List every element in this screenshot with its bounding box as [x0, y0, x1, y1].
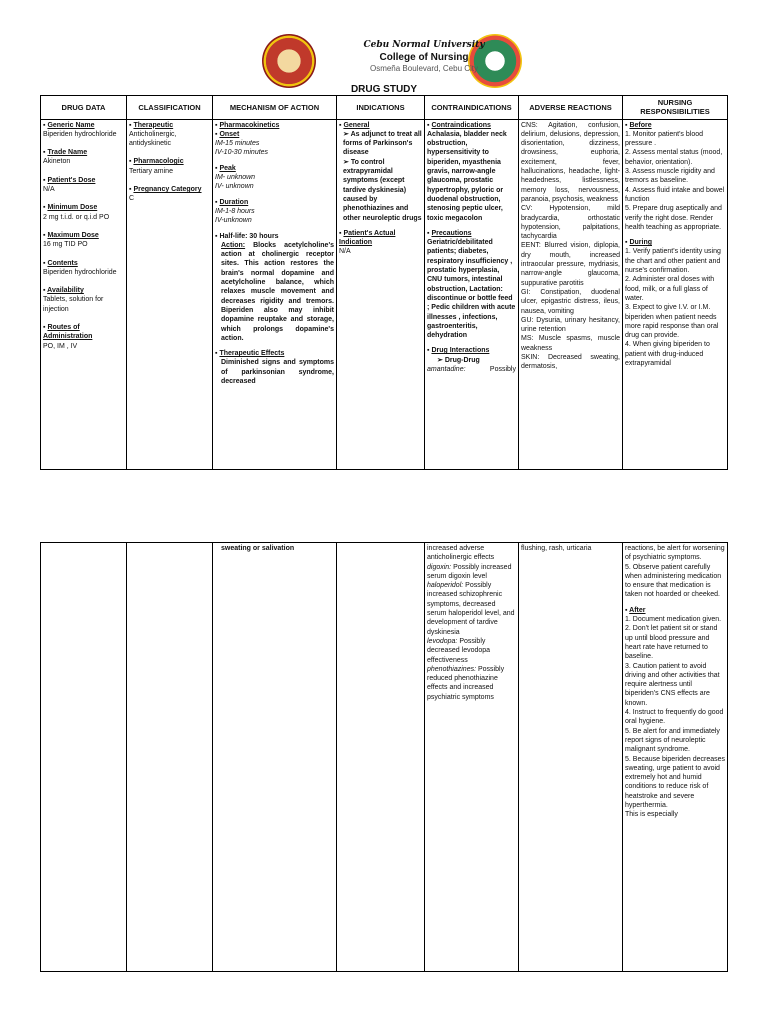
- indication-item: ➢ To control extrapyramidal symptoms (except tardive dyskinesia) caused by phenothiazines and other neuroleptic drugs: [343, 158, 422, 222]
- duration-value: IV-unknown: [215, 217, 252, 225]
- college-name: College of Nursing: [379, 52, 469, 63]
- school-address: Osmeña Boulevard, Cebu City: [369, 64, 479, 73]
- nursing-step: 5. Prepare drug aseptically and verify the right dose. Render health teaching as appropriate.: [625, 205, 722, 231]
- classification-label: ▪ Therapeutic: [129, 121, 174, 129]
- drug-data-label: ▪ Trade Name: [43, 149, 88, 157]
- during-heading: ▪ During: [625, 239, 652, 247]
- drug-interaction: [427, 563, 516, 582]
- drug-data-label-text: Maximum Dose: [47, 231, 99, 239]
- reaction-text: Constipation, duodenal ulcer, epigastric distress, ileus, nausea, vomiting: [521, 288, 620, 315]
- adverse-reaction-entry: [521, 241, 620, 287]
- nursing-step: 4. When giving biperiden to patient with drug-induced extrapyramidal: [625, 341, 710, 368]
- nursing-step: 5. Observe patient carefully when administering medication to ensure that medication is taken not hoarded or cheeked.: [625, 563, 722, 599]
- classification-label-text: Pharmacologic: [133, 158, 184, 166]
- drug-study-table-page1: [40, 95, 728, 470]
- interaction-effect: Possibly increased serum digoxin level: [427, 563, 512, 580]
- column-header-mechanism: MECHANISM OF ACTION: [213, 96, 337, 120]
- drug-data-label: ▪ Availability: [43, 287, 84, 295]
- interaction-effect: Possibly reduced phenothiazine effects and increased psychiatric symptoms: [427, 665, 505, 701]
- adverse-reaction-entry: [521, 121, 620, 205]
- peak-value: IM- unknown: [215, 174, 256, 182]
- interaction-drug: digoxin:: [427, 563, 452, 571]
- general-heading: ▪ General: [339, 121, 370, 129]
- nursing-step: 2. Assess mental status (mood, behavior, orientation).: [625, 149, 723, 166]
- nursing-step: 2. Don't let patient sit or stand up until blood pressure and heart rate have returned to baseline.: [625, 625, 718, 661]
- drug-data-label: ▪ Generic Name: [43, 121, 95, 129]
- drug-data-value: PO, IM , IV: [43, 342, 78, 350]
- drug-data-value: 2 mg t.i.d. or q.i.d PO: [43, 213, 110, 221]
- interaction-drug: phenothiazines:: [427, 665, 477, 673]
- drug-data-label: ▪ Contents: [43, 259, 78, 267]
- actual-indication-value: N/A: [339, 248, 351, 256]
- body-system: CNS:: [521, 121, 538, 129]
- drug-data-value: Biperiden hydrochloride: [43, 130, 117, 138]
- classification-label: ▪ Pregnancy Category: [129, 186, 202, 194]
- drug-data-value: 16 mg TID PO: [43, 241, 88, 249]
- body-system: SKIN:: [521, 354, 540, 362]
- cell-adverse-reactions: [519, 119, 623, 469]
- drug-interactions-heading: ▪ Drug Interactions: [427, 347, 490, 355]
- adverse-reactions-continued: flushing, rash, urticaria: [521, 545, 592, 552]
- classification-label-text: Pregnancy Category: [133, 186, 202, 194]
- nursing-step: 1. Verify patient's identity using the chart and other patient and nurse's confirmation.: [625, 248, 721, 275]
- cell-contraindications-cont: [425, 543, 519, 972]
- adverse-reaction-entry: [521, 316, 620, 335]
- drug-data-label: ▪ Minimum Dose: [43, 204, 98, 212]
- reaction-text: Muscle spasms, muscle weakness: [521, 335, 621, 352]
- after-heading: ▪ After: [625, 606, 646, 614]
- contraindications-heading: ▪ Contraindications: [427, 121, 491, 129]
- pharmacokinetics-heading: ▪ Pharmacokinetics: [215, 121, 280, 129]
- nursing-step: 2. Administer oral doses with food, milk, or a full glass of water.: [625, 276, 715, 302]
- drug-data-label: ▪ Patient's Dose: [43, 176, 96, 184]
- column-header-contraindications: CONTRAINDICATIONS: [425, 96, 519, 120]
- drug-data-value: Akineton: [43, 158, 71, 166]
- drug-interaction: [427, 665, 516, 702]
- body-system: GI:: [521, 288, 531, 296]
- body-system: MS:: [521, 335, 534, 343]
- drug-data-label-text: Contents: [47, 259, 78, 267]
- nursing-step: 3. Assess muscle rigidity and tremors as baseline.: [625, 168, 715, 185]
- drug-data-value: Biperiden hydrochloride: [43, 268, 117, 276]
- duration-heading: ▪ Duration: [215, 198, 249, 206]
- therapeutic-effects-text: Diminished signs and symptoms of parkinsonian syndrome, decreased: [221, 359, 334, 386]
- interaction-continued: increased adverse anticholinergic effects: [427, 545, 495, 562]
- column-header-drug-data: DRUG DATA: [41, 96, 127, 120]
- during-heading-text: During: [629, 239, 652, 247]
- nursing-step: 4. Instruct to frequently do good oral hygiene.: [625, 709, 724, 726]
- adverse-reaction-entry: [521, 353, 620, 372]
- reaction-text: Decreased sweating, dermatosis,: [521, 354, 620, 371]
- precautions-heading: ▪ Precautions: [427, 229, 472, 237]
- cell-nursing: [623, 119, 728, 469]
- classification-value: Tertiary amine: [129, 167, 173, 175]
- interaction-effect: Possibly increased schizophrenic symptoms, decreased serum haloperidol level, and development of tardive dyskinesia: [427, 582, 515, 636]
- document-title: DRUG STUDY: [350, 84, 418, 95]
- before-heading-text: Before: [629, 121, 652, 129]
- duration-value: IM-1-8 hours: [215, 207, 255, 215]
- cell-drug-data: [41, 119, 127, 469]
- cell-adverse-reactions-cont: [519, 543, 623, 972]
- drug-data-label-text: Availability: [47, 287, 84, 295]
- after-heading-text: After: [629, 606, 646, 614]
- cell-indications-cont: [337, 543, 425, 972]
- drug-study-table-page2: [40, 542, 728, 972]
- adverse-reaction-entry: [521, 204, 620, 241]
- nursing-step: reactions, be alert for worsening of psychiatric symptoms.: [625, 545, 725, 562]
- interaction-amantadine: amantadine: Possibly: [427, 366, 516, 374]
- interaction-drug: levodopa:: [427, 637, 458, 645]
- cell-indications: [337, 119, 425, 469]
- cell-nursing-cont: [623, 543, 728, 972]
- column-header-nursing: NURSING RESPONSIBILITIES: [623, 96, 728, 120]
- nursing-step: 5. Be alert for and immediately report signs of neuroleptic malignant syndrome.: [625, 727, 720, 754]
- nursing-step: 4. Assess fluid intake and bowel function: [625, 186, 725, 203]
- contraindications-text: Achalasia, bladder neck obstruction, hypersensitivity to biperiden, myasthenia gravis, narrow-angle glaucoma, prostatic hypertrophy, pyloric or duodenal obstruction, stenosing peptic ulcer, toxic megacolon: [427, 130, 507, 222]
- reaction-text: Agitation, confusion, delirium, delusions, depression, disorientation, dizziness, drowsiness, euphoria, excitement, fever, hallucinations, headache, light-headedness, listlessness, memory loss, nervousness, paranoia, psychosis, weakness: [521, 121, 620, 203]
- nursing-step: This is especially: [625, 811, 678, 819]
- interaction-drug: haloperidol:: [427, 582, 464, 590]
- indication-item: ➢ As adjunct to treat all forms of Parkinson's disease: [343, 130, 422, 157]
- drug-data-label-text: Patient's Dose: [47, 176, 96, 184]
- nursing-step: 3. Expect to give I.V. or I.M. biperiden when patient needs more rapid response than oral drug can provide.: [625, 304, 719, 340]
- drug-data-label-text: Trade Name: [47, 149, 88, 157]
- nursing-step: 3. Caution patient to avoid driving and other activities that require alertness until biperiden's CNS effects are known.: [625, 662, 720, 707]
- body-system: EENT:: [521, 242, 541, 250]
- drug-data-label: ▪ Maximum Dose: [43, 231, 99, 239]
- cell-mechanism: [213, 119, 337, 469]
- interaction-effect: Possibly decreased levodopa effectiveness: [427, 637, 491, 664]
- half-life: ▪ Half-life: 30 hours: [215, 232, 279, 240]
- reaction-text: Dysuria, urinary hesitancy, urine retention: [521, 316, 620, 334]
- column-header-indications: INDICATIONS: [337, 96, 425, 120]
- drug-interaction: [427, 637, 516, 665]
- drug-data-label-text: Routes of Administration: [43, 324, 93, 341]
- cell-mechanism-cont: [213, 543, 337, 972]
- reaction-text: Hypotension, mild bradycardia, orthostatic hypotension, palpitations, tachycardia: [521, 205, 620, 241]
- school-name: Cebu Normal University: [363, 40, 485, 50]
- drug-drug-heading: ➢ Drug-Drug: [437, 356, 480, 364]
- actual-indication-heading: ▪ Patient's Actual Indication: [339, 229, 396, 247]
- precautions-text: Geriatric/debilitated patients; diabetes, respiratory insufficiency , prostatic hyperplasia, CNU tumors, intestinal obstruction, Lactation: discontinue or bottle feed ; Pedic children with acute illnesses , infections, gastroenteritis, dehydration: [427, 239, 516, 340]
- classification-value: C: [129, 195, 135, 203]
- column-header-classification: CLASSIFICATION: [127, 96, 213, 120]
- drug-interaction: [427, 581, 516, 637]
- nursing-step: 1. Monitor patient's blood pressure .: [625, 130, 703, 148]
- nursing-step: 1. Document medication given.: [625, 616, 722, 624]
- onset-heading: ▪ Onset: [215, 130, 240, 138]
- column-header-adverse-reactions: ADVERSE REACTIONS: [519, 96, 623, 120]
- drug-data-value: Tablets, solution for injection: [43, 296, 104, 313]
- nursing-step: 5. Because biperiden decreases sweating, urge patient to avoid extremely hot and humid conditions to reduce risk of heatstroke and severe hyperthermia.: [625, 755, 726, 810]
- body-system: GU:: [521, 316, 534, 324]
- drug-data-label: ▪ Routes of Administration: [43, 324, 93, 341]
- onset-value: IM-15 minutes: [215, 140, 260, 148]
- action-text: Action: Blocks acetylcholine's action at cholinergic receptor sites. This action restores the brain's normal dopamine and acetylcholine balance, which relaxes muscle movement and decreases rigidity and tremors. Biperiden also may inhibit dopamine reuptake and storage, which prolongs dopamine's action.: [221, 241, 334, 342]
- cell-contraindications: [425, 119, 519, 469]
- body-system: CV:: [521, 205, 533, 213]
- adverse-reaction-entry: [521, 288, 620, 316]
- therapeutic-effects-continued: sweating or salivation: [221, 545, 295, 552]
- onset-value: IV-10-30 minutes: [215, 149, 269, 157]
- drug-data-label-text: Minimum Dose: [47, 204, 98, 212]
- before-heading: ▪ Before: [625, 121, 652, 129]
- classification-label: ▪ Pharmacologic: [129, 158, 184, 166]
- drug-data-label-text: Generic Name: [47, 121, 95, 129]
- classification-label-text: Therapeutic: [133, 121, 174, 129]
- classification-value: Anticholinergic, antidyskinetic: [129, 130, 177, 148]
- reaction-text: Blurred vision, diplopia, dry mouth, increased intraocular pressure, mydriasis, narrow-angle glaucoma, suppurative parotitis: [521, 242, 620, 287]
- drug-data-value: N/A: [43, 186, 55, 194]
- therapeutic-effects-heading: ▪ Therapeutic Effects: [215, 350, 285, 358]
- cell-drug-data-cont: [41, 543, 127, 972]
- peak-value: IV- unknown: [215, 183, 254, 191]
- adverse-reaction-entry: [521, 334, 620, 353]
- peak-heading: ▪ Peak: [215, 164, 236, 172]
- cell-classification-cont: [127, 543, 213, 972]
- cell-classification: [127, 119, 213, 469]
